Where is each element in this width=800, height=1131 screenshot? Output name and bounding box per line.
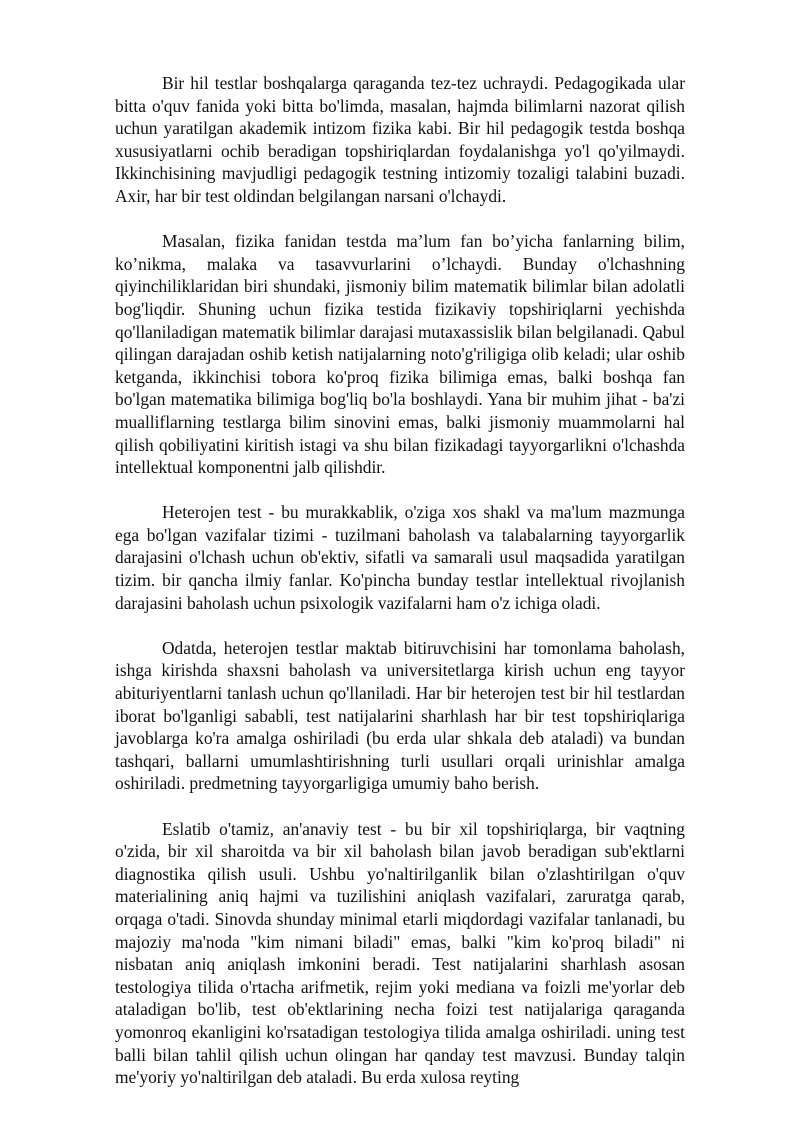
paragraph-heterogeneous-test-usage: Odatda, heterojen testlar maktab bitiruvchisini har tomonlama baholash, ishga kirishda shaxsni baholash va universitetlarga kirish uchun eng tayyor abituriyentlarni tanlash uchun qo'llaniladi. Har bir heterojen test bir hil testlardan iborat bo'lganligi sababli, test natijalarini sharhlash har bir test topshiriqlariga javoblarga ko'ra amalga oshiriladi (bu erda ular shkala deb ataladi) va bundan tashqari, ballarni umumlashtirishning turli usullari orqali urinishlar amalga oshiriladi. predmetning tayyorgarligiga umumiy baho berish. [115,637,685,794]
document-page [115,72,685,1089]
paragraph-heterogeneous-test-definition: Heterojen test - bu murakkablik, o'ziga xos shakl va ma'lum mazmunga ega bo'lgan vazifalar tizimi - tuzilmani baholash va talabalarning tayyorgarlik darajasini o'lchash uchun ob'ektiv, sifatli va samarali usul maqsadida yaratilgan tizim. bir qancha ilmiy fanlar. Ko'pincha bunday testlar intellektual rivojlanish darajasini baholash uchun psixologik vazifalarni ham o'z ichiga oladi. [115,502,685,613]
paragraph-traditional-test: Eslatib o'tamiz, an'anaviy test - bu bir xil topshiriqlarga, bir vaqtning o'zida, bir xil sharoitda va bir xil baholash bilan javob beradigan sub'ektlarni diagnostika qilish usuli. Ushbu yo'naltirilganlik bilan o'zlashtirilgan o'quv materialining aniq hajmi va tuzilishini aniqlash vazifalari, zaruratga qarab, orqaga o'tadi. Sinovda shunday minimal etarli miqdordagi vazifalar tanlanadi, bu majoziy ma'noda "kim nimani biladi" emas, balki "kim ko'proq biladi" ni nisbatan aniq aniqlash imkonini beradi. Test natijalarini sharhlash asosan testologiya tilida o'rtacha arifmetik, rejim yoki mediana va foizli me'yorlar deb ataladigan bo'lib, test ob'ektlarining necha foizi test natijalariga qaraganda yomonroq ekanligini ko'rsatadigan testologiya tilida amalga oshiriladi. uning test balli bilan tahlil qilish uchun olingan har qanday test mavzusi. Bunday talqin me'yoriy yo'naltirilgan deb ataladi. Bu erda xulosa reyting [115,818,685,1088]
paragraph-homogeneous-tests: Bir hil testlar boshqalarga qaraganda tez-tez uchraydi. Pedagogikada ular bitta o'quv fanida yoki bitta bo'limda, masalan, hajmda bilimlarni nazorat qilish uchun yaratilgan akademik intizom fizika kabi. Bir hil pedagogik testda boshqa xususiyatlarni ochib beradigan topshiriqlardan foydalanishga yo'l qo'yilmaydi. Ikkinchisining mavjudligi pedagogik testning intizomiy tozaligi talabini buzadi. Axir, har bir test oldindan belgilangan narsani o'lchaydi. [115,73,685,206]
paragraph-physics-test-example: Masalan, fizika fanidan testda ma’lum fan bo’yicha fanlarning bilim, ko’nikma, malaka va tasavvurlarini o’lchaydi. Bunday o'lchashning qiyinchiliklaridan biri shundaki, jismoniy bilim matematik bilimlar bilan adolatli bog'liqdir. Shuning uchun fizika testida fizikaviy topshiriqlarni yechishda qo'llaniladigan matematik bilimlar darajasi mutaxassislik bilan belgilanadi. Qabul qilingan darajadan oshib ketish natijalarning noto'g'riligiga olib keladi; ular oshib ketganda, ikkinchisi tobora ko'proq fizika bilimiga emas, balki boshqa fan bo'lgan matematika bilimiga bog'liq bo'la boshlaydi. Yana bir muhim jihat - ba'zi mualliflarning testlarga bilim sinovini emas, balki jismoniy muammolarni hal qilish qobiliyatini kiritish istagi va shu bilan fizikadagi tayyorgarlikni o'lchashda intellektual komponentni jalb qilishdir. [115,231,685,478]
